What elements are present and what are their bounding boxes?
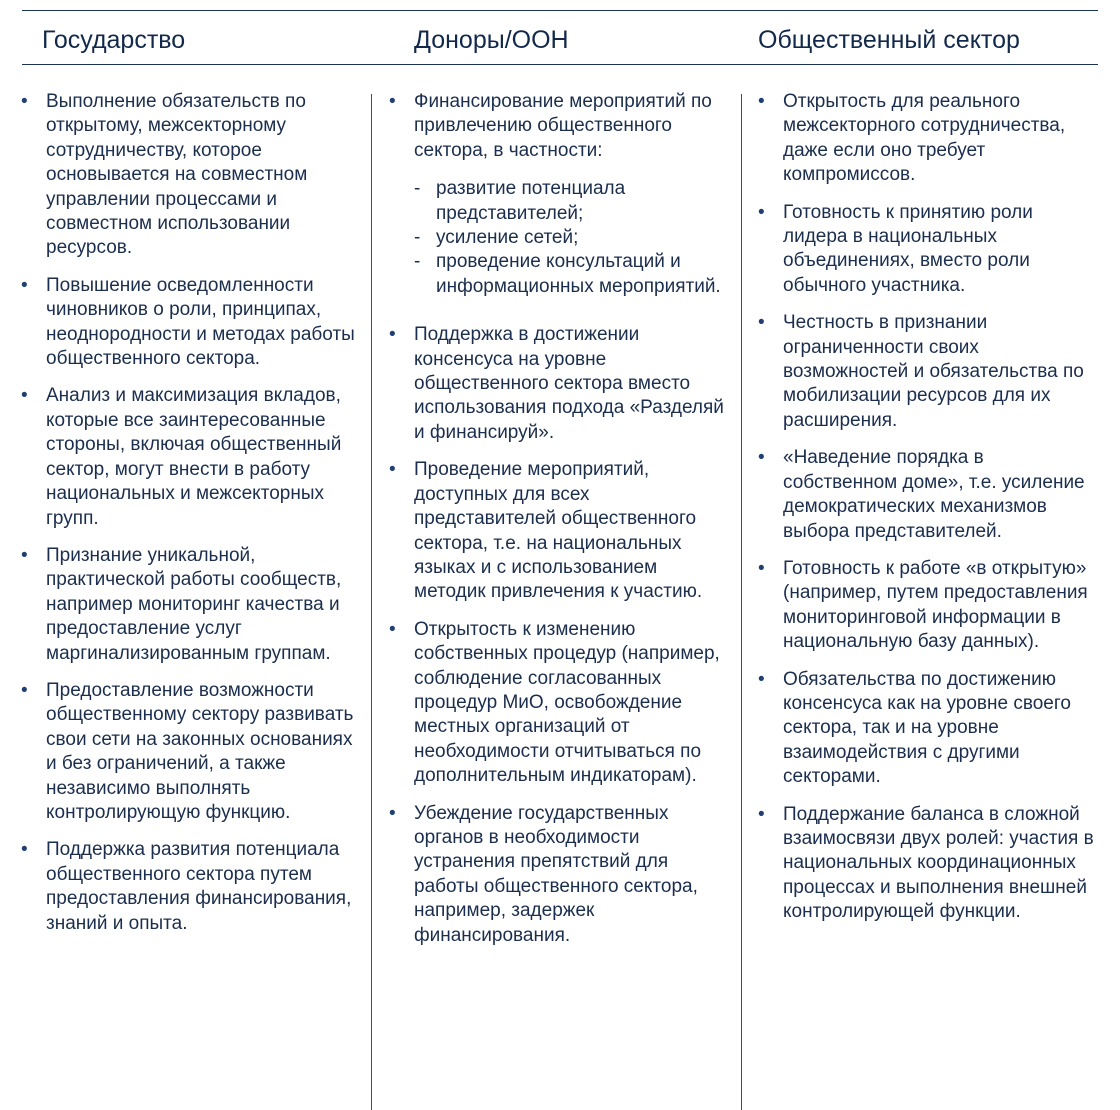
- list-item-text: Поддержание баланса в сложной взаимосвязи двух ролей: участия в национальных координационных процессах и выполнения внешней контролирующей функции.: [783, 803, 1094, 923]
- list-item: [758, 803, 1098, 925]
- bullet-icon: •: [21, 544, 28, 566]
- list-item-text: Открытость для реального межсекторного сотрудничества, даже если оно требует компромиссов.: [783, 91, 1066, 186]
- bullet-icon: •: [389, 91, 396, 112]
- list-item: [389, 90, 729, 299]
- table-top-rule: [22, 10, 1098, 11]
- list-item: [389, 802, 729, 948]
- bullet-icon: •: [21, 679, 28, 701]
- column-title-government: Государство: [42, 26, 186, 54]
- bullet-icon: •: [21, 839, 28, 861]
- column-divider: [741, 94, 742, 1110]
- list-item: [21, 274, 359, 372]
- list-item: [389, 458, 729, 604]
- list-item-text: Признание уникальной, практической работы сообществ, например мониторинг качества и предоставление услуг маргинализированным группам.: [46, 544, 342, 664]
- bullet-icon: •: [758, 91, 765, 112]
- list-item: [758, 446, 1098, 544]
- list-item: [21, 679, 359, 825]
- list-item-text: Открытость к изменению собственных процедур (например, соблюдение согласованных процедур МиО, освобождение местных организаций от необходимости отчитываться по дополнительным индикаторам).: [414, 618, 720, 787]
- bullet-icon: •: [758, 803, 765, 825]
- list-item-text: Обязательства по достижению консенсуса как на уровне своего сектора, так и на уровне взаимодействия с другими секторами.: [783, 668, 1071, 788]
- list-item-text: Анализ и максимизация вкладов, которые все заинтересованные стороны, включая общественный сектор, могут внести в работу национальных и межсекторных групп.: [46, 385, 342, 529]
- bullet-icon: •: [758, 312, 765, 334]
- sub-list-item: [414, 250, 729, 299]
- list-item-text: Убеждение государственных органов в необходимости устранения препятствий для работы общественного сектора, например, задержек финансирования.: [414, 802, 698, 946]
- bullet-icon: •: [21, 385, 28, 407]
- bullet-icon: •: [389, 459, 396, 481]
- column-civil-society: [758, 90, 1098, 938]
- bullet-icon: •: [758, 668, 765, 690]
- sub-list: [414, 177, 729, 299]
- list-item-text: Выполнение обязательств по открытому, межсекторному сотрудничеству, которое основывается на совместном управлении процессами и совместном использовании ресурсов.: [46, 91, 308, 259]
- list-item-text: Честность в признании ограниченности своих возможностей и обязательства по мобилизации ресурсов для их расширения.: [783, 312, 1084, 431]
- sub-list-item-text: усиление сетей;: [436, 227, 579, 249]
- column-government: [21, 90, 359, 949]
- sub-list-item-text: проведение консультаций и информационных мероприятий.: [436, 251, 721, 297]
- list-item-text: Поддержка развития потенциала общественного сектора путем предоставления финансирования, знаний и опыта.: [46, 839, 352, 934]
- dash-icon: -: [414, 227, 421, 249]
- bullet-icon: •: [389, 324, 396, 346]
- list-item-text: «Наведение порядка в собственном доме», т.е. усиление демократических механизмов выбора представителей.: [783, 447, 1085, 542]
- list-item: [21, 90, 359, 261]
- list-item: [758, 90, 1098, 188]
- bullet-icon: •: [21, 274, 28, 296]
- list-item: [21, 838, 359, 936]
- bullet-icon: •: [389, 802, 396, 824]
- list-item-text: Проведение мероприятий, доступных для всех представителей общественного сектора, т.е. на национальных языках и с использованием методик привлечения к участию.: [414, 459, 703, 603]
- list-item: [758, 311, 1098, 433]
- list-item: [389, 323, 729, 445]
- list-item: [758, 201, 1098, 299]
- column-divider: [371, 94, 372, 1110]
- list-item: [389, 618, 729, 789]
- header-divider-rule: [22, 64, 1098, 65]
- list-item: [758, 668, 1098, 790]
- list-item-text: Готовность к работе «в открытую» (например, путем предоставления мониторинговой информации в национальную базу данных).: [783, 557, 1088, 653]
- bullet-icon: •: [389, 618, 396, 640]
- column-donors-un: [389, 90, 729, 961]
- list-item-text: Поддержка в достижении консенсуса на уровне общественного сектора вместо использования подхода «Разделяй и финансируй».: [414, 324, 724, 443]
- bullet-icon: •: [758, 201, 765, 223]
- column-title-donors-un: Доноры/ООН: [414, 26, 569, 54]
- bullet-icon: •: [758, 447, 765, 469]
- dash-icon: -: [414, 178, 421, 200]
- column-title-civil-society: Общественный сектор: [758, 26, 1020, 54]
- bullet-icon: •: [758, 557, 765, 579]
- bullet-icon: •: [21, 91, 28, 112]
- sub-list-item: [414, 226, 729, 250]
- list-item-text: Предоставление возможности общественному сектору развивать свои сети на законных основаниях и без ограничений, а также независимо выполнять контролирующую функцию.: [46, 679, 354, 823]
- sub-list-item-text: развитие потенциала представителей;: [436, 178, 626, 224]
- list-item-text: Повышение осведомленности чиновников о роли, принципах, неоднородности и методах работы общественного сектора.: [46, 274, 355, 370]
- dash-icon: -: [414, 251, 421, 273]
- list-item: [21, 384, 359, 530]
- list-item: [21, 544, 359, 666]
- list-item: [758, 557, 1098, 655]
- list-item-text: Финансирование мероприятий по привлечению общественного сектора, в частности:: [414, 91, 712, 161]
- sub-list-item: [414, 177, 729, 226]
- list-item-text: Готовность к принятию роли лидера в национальных объединениях, вместо роли обычного участника.: [783, 201, 1033, 296]
